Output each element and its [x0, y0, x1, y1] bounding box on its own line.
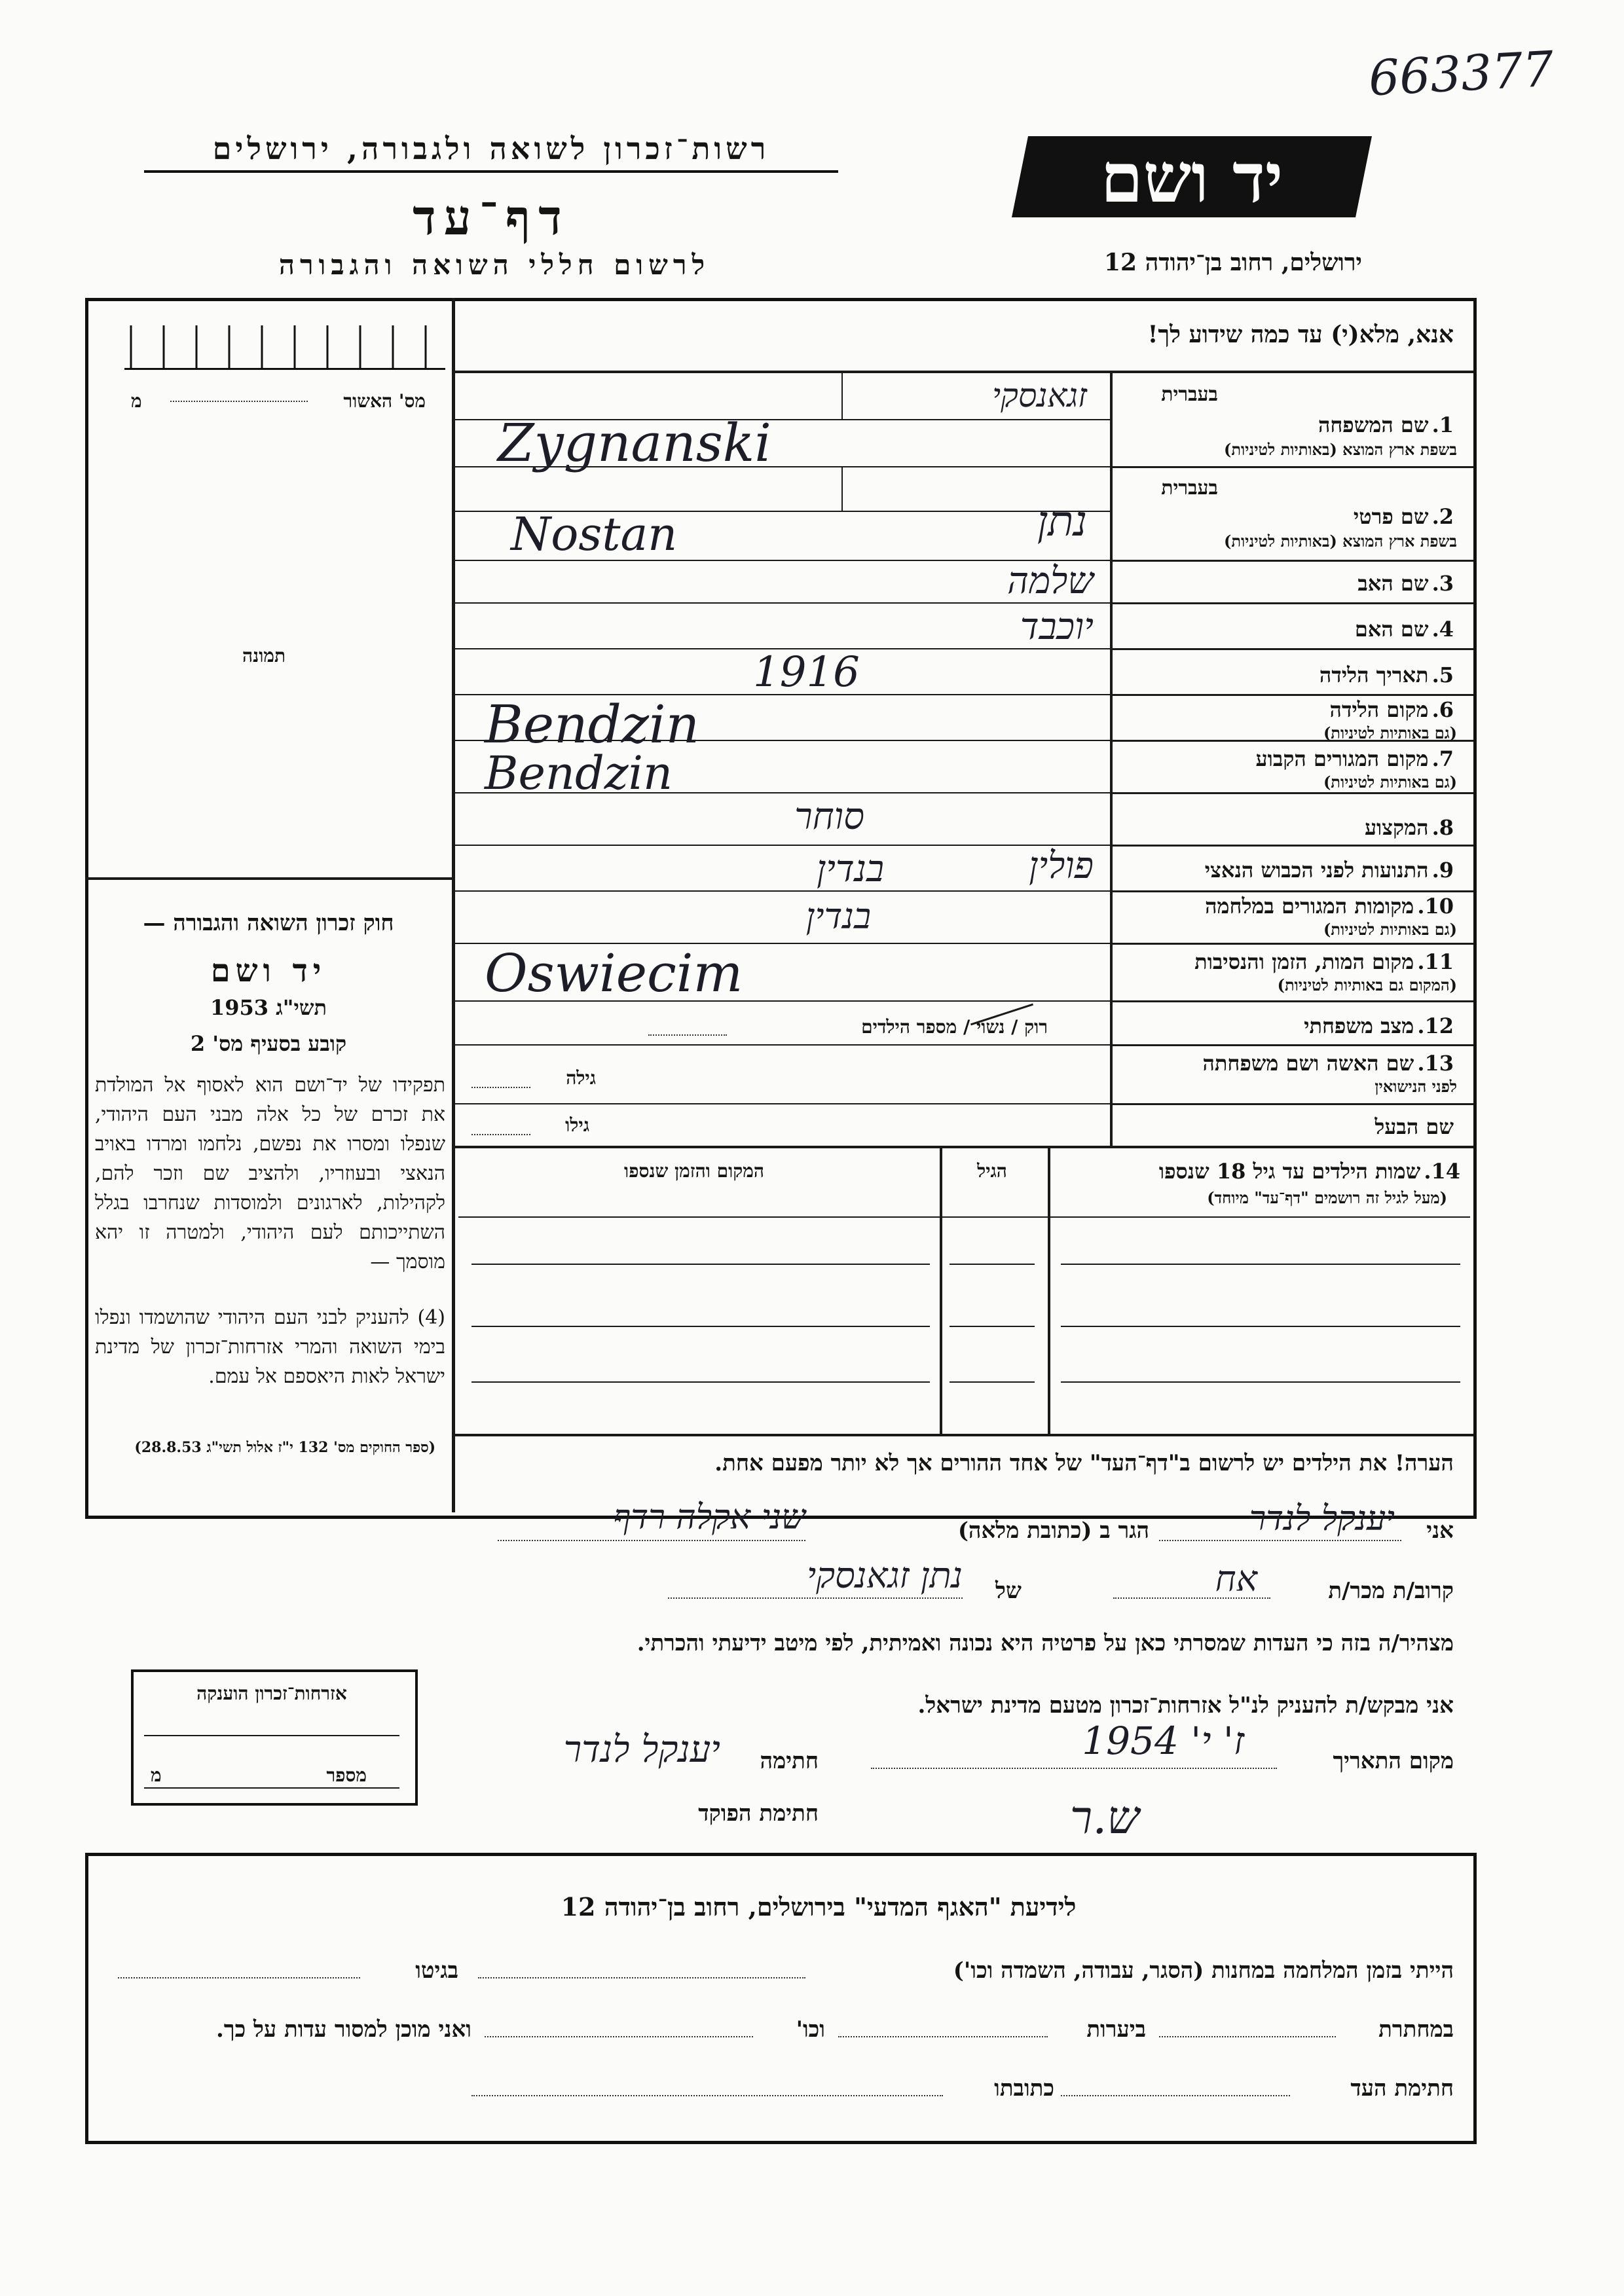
field-9-label: 9. התנועות לפני הכבוש הנאצי [1204, 858, 1454, 883]
signature-value[interactable]: יענקל לנדר [563, 1728, 720, 1771]
officer-signature-label: חתימת הפוקד [698, 1800, 819, 1827]
children-note: הערה! את הילדים יש לרשום ב"דף־העד" של אחד ההורים אך לא יותר מפעם אחת. [714, 1450, 1454, 1476]
field-1-sublabel: בשפת ארץ המוצא (באותיות לטיניות) [1224, 440, 1457, 459]
intro-instruction: אנא, מלא(י) עד כמה שידוע לך! [1147, 321, 1454, 348]
family-name-latin-value[interactable]: Zygnanski [498, 412, 771, 473]
children-col-place: המקום והזמן שנספו [624, 1160, 764, 1182]
declarant-address-value[interactable]: שני אקלה רדף [613, 1498, 805, 1537]
officer-signature-value[interactable]: ש.ר [1069, 1791, 1139, 1844]
residence-value[interactable]: Bendzin [485, 746, 673, 800]
forests-label: ביערות [1086, 2016, 1146, 2043]
prewar-country-value[interactable]: פולין [1029, 845, 1094, 887]
document-subtitle: לרשום חללי השואה והגבורה [278, 249, 710, 281]
address-line: ירושלים, רחוב בן־יהודה 12 [1103, 249, 1362, 276]
hebrew-tag-2: בעברית [1161, 477, 1218, 500]
institution-name: רשות־זכרון לשואה ולגבורה, ירושלים [144, 131, 838, 173]
birth-place-value[interactable]: Bendzin [485, 694, 700, 755]
field-11-label: 11. מקום המות, הזמן והנסיבות [1194, 949, 1454, 974]
gazette-reference: (ספר החוקים מס' 132 י"ז אלול תשי"ג 28.8.53) [134, 1439, 435, 1456]
field-7-label: 7. מקום המגורים הקבוע [1255, 746, 1454, 771]
field-13-sublabel: לפני הנישואין [1375, 1077, 1457, 1096]
law-clause: (4) להעניק לבני העם היהודי שהושמדו ונפלו בימי השואה והמרי אזרחות־זכרון של מדינת ישראל לאות היאספם אל עמם. [95, 1306, 445, 1388]
children-col-age: הגיל [977, 1160, 1007, 1182]
wife-age-label: גילה [566, 1067, 596, 1089]
field-3-label: 3. שם האב [1357, 571, 1454, 596]
first-name-hebrew-value[interactable]: נתן [1037, 498, 1087, 546]
field-10-label: 10. מקומות המגורים במלחמה [1205, 894, 1454, 919]
field-8-label: 8. המקצוע [1364, 815, 1454, 840]
yad-vashem-logo [1008, 131, 1375, 223]
mother-name-value[interactable]: יוכבד [1020, 606, 1094, 648]
law-year: תשי"ג 1953 [210, 995, 327, 1020]
footer-line1: הייתי בזמן המלחמה במחנות (הסגר, עבודה, השמדה וכו') [953, 1958, 1454, 1984]
birth-date-value[interactable]: 1916 [753, 648, 860, 697]
citizenship-number-suffix: מ [151, 1764, 162, 1786]
death-place-value[interactable]: Oswiecim [485, 943, 743, 1004]
relation-value[interactable]: אח [1215, 1558, 1257, 1599]
other-label: וכו' [796, 2016, 825, 2043]
field-6-label: 6. מקום הלידה [1329, 697, 1454, 722]
prewar-town-value[interactable]: בנדין [816, 848, 884, 890]
permit-label: מס' האשור [343, 390, 426, 412]
permit-suffix: מ [131, 390, 142, 412]
husband-age-label: גילו [565, 1114, 589, 1136]
witness-address-label: כתובתו [994, 2075, 1054, 2102]
place-date-value[interactable]: ז' י' 1954 [1082, 1719, 1244, 1763]
witness-signature-label: חתימת העד [1350, 2075, 1454, 2102]
citizenship-box-title: אזרחות־זכרון הוענקה [196, 1683, 347, 1704]
document-title: דף־עד [413, 190, 570, 246]
field-10-sublabel: (גם באותיות לטיניות) [1323, 920, 1457, 939]
father-name-value[interactable]: שלמה [1007, 560, 1094, 602]
citizenship-number-label: מספר [326, 1764, 367, 1786]
relative-label: קרוב/ת מכר/ת [1328, 1578, 1454, 1604]
field-4-label: 4. שם האם [1354, 617, 1454, 642]
field-5-label: 5. תאריך הלידה [1319, 663, 1454, 687]
declaration-address-label: הגר ב (כתובת מלאה) [957, 1518, 1149, 1544]
field-6-sublabel: (גם באותיות לטיניות) [1323, 723, 1457, 742]
field-2-label: 2. שם פרטי [1353, 504, 1454, 529]
field-11-sublabel: (המקום גם באותיות לטיניות) [1277, 975, 1457, 994]
family-name-hebrew-value[interactable]: זגאנסקי [991, 376, 1087, 414]
law-text: תפקידו של יד־ושם הוא לאסוף אל המולדת את זכרם של כל אלה מבני העם היהודי, שנפלו ומסרו את נפשם, נלחמו ומרדו באויב הנאצי ובעוזריו, ולהציב שם וזכר להם, לקהילות, לארגונים ולמוסדות שנחרבו בגלל השתייכותם לעם היהודי, ולמטרה זו יהא מוסמך — [95, 1074, 445, 1273]
archive-number: 663377 [1367, 41, 1555, 107]
ready-to-testify: ואני מוכן למסור עדות על כך. [216, 2016, 471, 2043]
declaration-i-label: אני [1426, 1518, 1454, 1544]
profession-value[interactable]: סוחר [794, 795, 864, 838]
field-2-sublabel: בשפת ארץ המוצא (באותיות לטיניות) [1224, 532, 1457, 551]
declaration-statement: מצהיר/ה בזה כי העדות שמסרתי כאן על פרטיה היא נכונה ואמיתית, לפי מיטב ידיעתי והכרתי. [637, 1630, 1454, 1656]
field-7-sublabel: (גם באותיות לטיניות) [1323, 773, 1457, 792]
marital-options[interactable]: רוק / נשוי / מספר הילדים [861, 1016, 1048, 1038]
field-1-label: 1. שם המשפחה [1318, 412, 1454, 437]
permit-number-boxes[interactable] [124, 322, 445, 370]
children-table-subtitle: (מעל לגיל זה רושמים "דף־עד" מיוחד) [1207, 1188, 1447, 1207]
law-name: יד ושם [210, 953, 327, 989]
place-date-label: מקום התאריך [1333, 1748, 1454, 1774]
husband-label: שם הבעל [1375, 1114, 1454, 1139]
first-name-latin-value[interactable]: Nostan [511, 507, 678, 561]
field-13-label: 13. שם האשה ושם משפחתה [1202, 1051, 1454, 1076]
ghetto-label: בגיטו [415, 1958, 458, 1984]
wartime-residence-value[interactable]: בנדין [805, 896, 871, 937]
law-title: חוק זכרון השואה והגבורה — [143, 910, 394, 936]
of-label: של [995, 1578, 1022, 1604]
footer-title: לידיעת "האגף המדעי" בירושלים, רחוב בן־יהודה 12 [561, 1892, 1077, 1922]
declarant-name-value[interactable]: יענקל לנדר [1249, 1499, 1395, 1539]
hebrew-tag-1: בעברית [1161, 383, 1218, 406]
law-section: קובע בסעיף מס' 2 [190, 1031, 347, 1056]
declaration-request: אני מבקש/ת להעניק לנ"ל אזרחות־זכרון מטעם מדינת ישראל. [917, 1692, 1454, 1719]
signature-label: חתימה [760, 1748, 819, 1774]
photo-label: תמונה [242, 645, 286, 666]
children-table-title: 14. שמות הילדים עד גיל 18 שנספו [1158, 1159, 1460, 1184]
deceased-name-value[interactable]: נתן זגאנסקי [806, 1555, 963, 1596]
field-12-label: 12. מצב משפחתי [1304, 1013, 1454, 1038]
svg-text:יד ושם: יד ושם [1100, 137, 1283, 218]
underground-label: במחתרת [1378, 2016, 1454, 2043]
